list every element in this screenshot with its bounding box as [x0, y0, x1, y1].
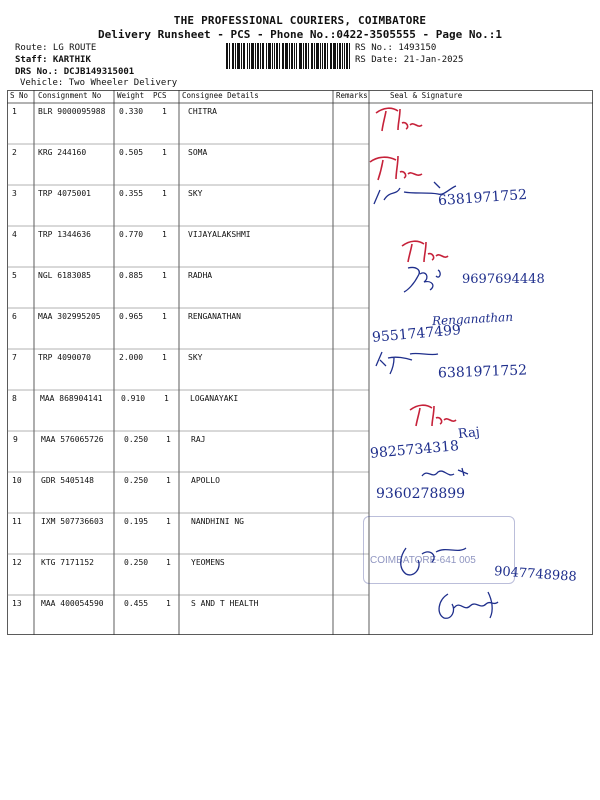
handwritten-phone-row9: 9825734318	[369, 438, 460, 462]
cell-consignee: RADHA	[188, 271, 213, 280]
cell-pcs: 1	[162, 353, 167, 362]
cell-sno: 8	[12, 394, 17, 403]
col-header-remarks: Remarks	[336, 91, 368, 100]
col-header-seal: Seal & Signature	[390, 91, 463, 100]
handwritten-phone-row3: 6381971752	[437, 186, 528, 210]
cell-weight: 2.000	[119, 353, 144, 362]
cell-sno: 2	[12, 148, 17, 157]
cell-sno: 13	[12, 599, 22, 608]
cell-consignee: APOLLO	[191, 476, 220, 485]
cell-consignment: NGL 6183085	[38, 271, 91, 280]
cell-consignee: SOMA	[188, 148, 208, 157]
cell-weight: 0.250	[124, 476, 149, 485]
handwritten-phone-row12: 9047748988	[493, 564, 578, 585]
signature-row1	[370, 103, 440, 133]
cell-sno: 12	[12, 558, 22, 567]
handwritten-phone-row5: 9697694448	[462, 272, 545, 287]
cell-consignee: RENGANATHAN	[188, 312, 241, 321]
cell-weight: 0.910	[121, 394, 146, 403]
cell-pcs: 1	[162, 230, 167, 239]
cell-consignment: KRG 244160	[38, 148, 87, 157]
cell-pcs: 1	[162, 148, 167, 157]
cell-weight: 0.355	[119, 189, 144, 198]
cell-consignment: IXM 507736603	[41, 517, 104, 526]
cell-sno: 11	[12, 517, 22, 526]
signature-row13	[432, 588, 512, 622]
stamp-address: COIMBATORE-641 005	[370, 555, 476, 566]
cell-pcs: 1	[162, 271, 167, 280]
col-header-weight: Weight	[117, 91, 145, 100]
cell-pcs: 1	[166, 517, 171, 526]
cell-weight: 0.770	[119, 230, 144, 239]
cell-consignment: MAA 302995205	[38, 312, 101, 321]
cell-sno: 4	[12, 230, 17, 239]
cell-sno: 6	[12, 312, 17, 321]
cell-consignee: SKY	[188, 189, 203, 198]
cell-consignment: TRP 4090070	[38, 353, 91, 362]
col-header-consignee: Consignee Details	[182, 91, 259, 100]
handwritten-phone-row10: 9360278899	[376, 486, 466, 502]
cell-consignment: TRP 4075001	[38, 189, 91, 198]
handwritten-name-row9: Raj	[457, 424, 481, 443]
rs-date: RS Date: 21-Jan-2025	[355, 55, 464, 65]
barcode	[226, 43, 350, 69]
cell-consignee: NANDHINI NG	[191, 517, 244, 526]
cell-weight: 0.195	[124, 517, 149, 526]
cell-consignment: MAA 400054590	[41, 599, 104, 608]
cell-consignment: MAA 576065726	[41, 435, 104, 444]
cell-pcs: 1	[166, 599, 171, 608]
col-header-consignment: Consignment No	[38, 91, 102, 100]
cell-weight: 0.505	[119, 148, 144, 157]
rs-number: RS No.: 1493150	[355, 43, 437, 53]
cell-weight: 0.455	[124, 599, 149, 608]
cell-weight: 0.250	[124, 435, 149, 444]
cell-weight: 0.965	[119, 312, 144, 321]
cell-weight: 0.250	[124, 558, 149, 567]
cell-weight: 0.330	[119, 107, 144, 116]
cell-sno: 10	[12, 476, 22, 485]
signature-row8	[406, 400, 476, 428]
cell-weight: 0.885	[119, 271, 144, 280]
cell-pcs: 1	[164, 394, 169, 403]
cell-consignee: CHITRA	[188, 107, 217, 116]
col-header-sno: S No	[10, 91, 29, 100]
cell-sno: 7	[12, 353, 17, 362]
cell-pcs: 1	[162, 312, 167, 321]
cell-sno: 1	[12, 107, 17, 116]
cell-consignment: BLR 9000095988	[38, 107, 106, 116]
cell-consignment: GDR 5405148	[41, 476, 94, 485]
cell-consignee: YEOMENS	[191, 558, 225, 567]
staff-label: Staff: KARTHIK	[15, 55, 91, 65]
cell-sno: 3	[12, 189, 17, 198]
cell-consignee: SKY	[188, 353, 203, 362]
signature-row5	[400, 262, 460, 296]
cell-consignee: LOGANAYAKI	[190, 394, 239, 403]
handwritten-phone-row6: 9551747499	[371, 322, 462, 346]
signature-row10	[418, 464, 478, 482]
cell-consignee: S AND T HEALTH	[191, 599, 259, 608]
signature-row4	[398, 236, 468, 264]
cell-pcs: 1	[166, 476, 171, 485]
cell-consignment: KTG 7171152	[41, 558, 94, 567]
cell-sno: 5	[12, 271, 17, 280]
cell-consignee: RAJ	[191, 435, 206, 444]
cell-pcs: 1	[162, 189, 167, 198]
handwritten-name-row6: Renganathan	[431, 309, 514, 329]
drs-number: DRS No.: DCJB149315001	[15, 67, 135, 77]
cell-pcs: 1	[162, 107, 167, 116]
cell-pcs: 1	[166, 435, 171, 444]
page-subtitle: Delivery Runsheet - PCS - Phone No.:0422-3505555 - Page No.:1	[98, 28, 502, 41]
handwritten-phone-row7: 6381971752	[437, 362, 528, 382]
cell-sno: 9	[13, 435, 18, 444]
cell-consignment: TRP 1344636	[38, 230, 91, 239]
vehicle-label: Vehicle: Two Wheeler Delivery	[20, 78, 178, 88]
signature-row11	[392, 538, 482, 582]
cell-pcs: 1	[166, 558, 171, 567]
page-title: THE PROFESSIONAL COURIERS, COIMBATORE	[173, 14, 427, 27]
cell-consignee: VIJAYALAKSHMI	[188, 230, 251, 239]
col-header-pcs: PCS	[153, 91, 167, 100]
cell-consignment: MAA 868904141	[40, 394, 103, 403]
route-label: Route: LG ROUTE	[15, 43, 97, 53]
